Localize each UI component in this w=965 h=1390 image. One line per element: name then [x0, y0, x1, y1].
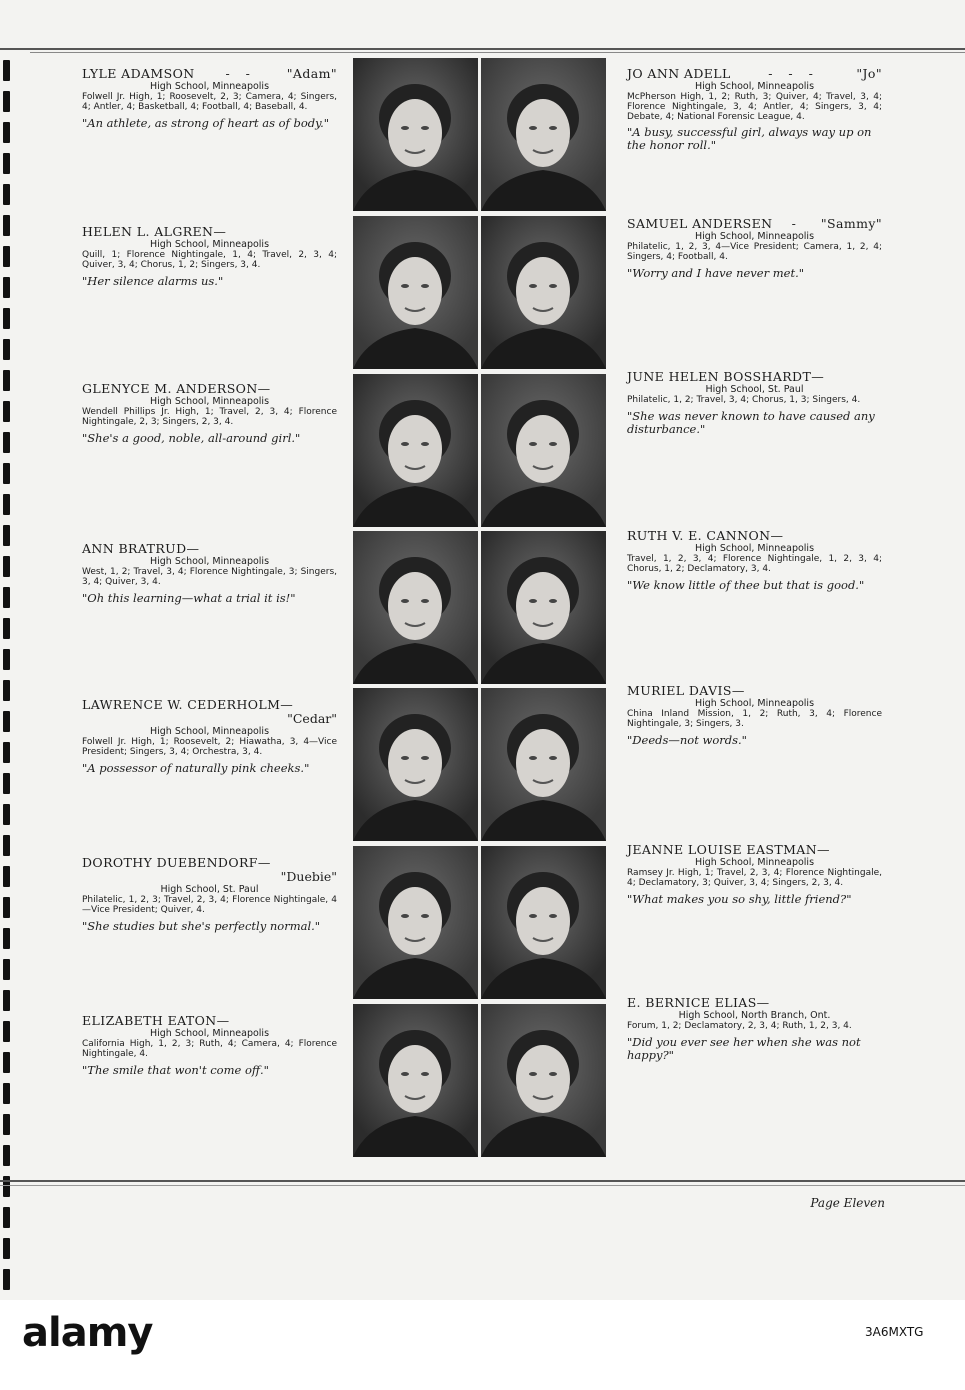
- student-quote: "Did you ever see her when she was not happy?": [627, 1034, 861, 1062]
- student-nickname: "Duebie": [280, 869, 337, 884]
- binding-ring: [3, 959, 10, 980]
- student-activities: Folwell Jr. High, 1; Roosevelt, 2; Hiawatha, 3, 4—Vice President; Singers, 3, 4; Orchestra, 3, 4.: [82, 737, 337, 757]
- student-portrait: [353, 531, 478, 684]
- student-school: High School, Minneapolis: [149, 239, 270, 250]
- binding-ring: [3, 277, 10, 298]
- student-name: GLENYCE M. ANDERSON—: [82, 381, 271, 396]
- student-activities: Philatelic, 1, 2, 3, 4—Vice President; Camera, 1, 2, 4; Singers, 4; Football, 4.: [627, 242, 882, 262]
- binding-ring: [3, 463, 10, 484]
- entry-jo-ann-adell: JO ANN ADELL - - - "Jo" High School, Minneapolis McPherson High, 1, 2; Ruth, 3; Quiver, 4; Travel, 3, 4; Florence Nightingale, 3, 4; Antler, 4; Singers, 3, 4; Debate, 4; National Forensic League, 4. "A busy, successful girl, always way up on the honor roll.": [627, 66, 882, 153]
- binding-ring: [3, 370, 10, 391]
- student-portrait: [481, 531, 606, 684]
- student-nickname: "Cedar": [287, 711, 337, 726]
- student-quote: "The smile that won't come off.": [82, 1062, 269, 1077]
- binding-ring: [3, 680, 10, 701]
- student-activities: West, 1, 2; Travel, 3, 4; Florence Nightingale, 3; Singers, 3, 4; Quiver, 3, 4.: [82, 567, 337, 587]
- student-school: High School, Minneapolis: [149, 396, 270, 407]
- student-quote: "What makes you so shy, little friend?": [627, 891, 852, 906]
- student-name: E. BERNICE ELIAS—: [627, 995, 770, 1010]
- student-portrait: [353, 688, 478, 841]
- student-school: High School, North Branch, Ont.: [678, 1010, 831, 1021]
- student-school: High School, Minneapolis: [694, 857, 815, 868]
- student-activities: California High, 1, 2, 3; Ruth, 4; Camera, 4; Florence Nightingale, 4.: [82, 1039, 337, 1059]
- binding-ring: [3, 587, 10, 608]
- student-name: JEANNE LOUISE EASTMAN—: [627, 842, 830, 857]
- student-name: JO ANN ADELL: [627, 66, 731, 81]
- binding-ring: [3, 990, 10, 1011]
- binding-ring: [3, 804, 10, 825]
- entry-ruth-cannon: [627, 528, 882, 592]
- binding-ring: [3, 897, 10, 918]
- student-activities: Travel, 1, 2, 3, 4; Florence Nightingale, 1, 2, 3, 4; Chorus, 1, 2; Declamatory, 3, 4.: [627, 554, 882, 574]
- binding-ring: [3, 773, 10, 794]
- entry-samuel-andersen: SAMUEL ANDERSEN - "Sammy" High School, Minneapolis Philatelic, 1, 2, 3, 4—Vice President; Camera, 1, 2, 4; Singers, 4; Football, 4. "Worry and I have never met.": [627, 216, 882, 280]
- binding-ring: [3, 711, 10, 732]
- bottom-rule-thin: [0, 1185, 965, 1186]
- student-portrait: [481, 688, 606, 841]
- student-portrait: [353, 374, 478, 527]
- student-school: High School, Minneapolis: [149, 81, 270, 92]
- student-school: High School, Minneapolis: [694, 698, 815, 709]
- student-name: MURIEL DAVIS—: [627, 683, 745, 698]
- top-rule: [0, 48, 965, 50]
- binding-ring: [3, 246, 10, 267]
- binding-ring: [3, 184, 10, 205]
- student-name: LAWRENCE W. CEDERHOLM—: [82, 697, 294, 712]
- binding-ring: [3, 525, 10, 546]
- student-activities: Quill, 1; Florence Nightingale, 1, 4; Travel, 2, 3, 4; Quiver, 3, 4; Chorus, 1, 2; Singers, 3, 4.: [82, 250, 337, 270]
- student-activities: Wendell Phillips Jr. High, 1; Travel, 2, 3, 4; Florence Nightingale, 2, 3; Singers, 2, 3, 4.: [82, 407, 337, 427]
- student-quote: "Worry and I have never met.": [627, 265, 805, 280]
- entry-lawrence-cederholm: [82, 697, 337, 775]
- binding-ring: [3, 1114, 10, 1135]
- student-portrait: [481, 216, 606, 369]
- binding-ring: [3, 401, 10, 422]
- bottom-rule: [0, 1180, 965, 1182]
- binding-ring: [3, 122, 10, 143]
- student-name: ANN BRATRUD—: [82, 541, 200, 556]
- entry-elizabeth-eaton: [82, 1013, 337, 1077]
- binding-ring: [3, 835, 10, 856]
- student-portrait: [481, 1004, 606, 1157]
- student-portrait: [353, 216, 478, 369]
- student-quote: "She's a good, noble, all-around girl.": [82, 430, 301, 445]
- binding-ring: [3, 153, 10, 174]
- binding-ring: [3, 1269, 10, 1290]
- student-school: High School, Minneapolis: [694, 231, 815, 242]
- binding-ring: [3, 742, 10, 763]
- page-number: Page Eleven: [810, 1196, 885, 1210]
- student-name: LYLE ADAMSON: [82, 66, 195, 81]
- entry-june-bosshardt: [627, 369, 882, 436]
- binding-ring: [3, 60, 10, 81]
- top-rule-thin: [30, 52, 965, 53]
- student-school: High School, Minneapolis: [694, 81, 815, 92]
- student-activities: Folwell Jr. High, 1; Roosevelt, 2, 3; Camera, 4; Singers, 4; Antler, 4; Basketball, 4; Football, 4; Baseball, 4.: [82, 92, 337, 112]
- student-school: High School, St. Paul: [160, 884, 259, 895]
- student-quote: "Oh this learning—what a trial it is!": [82, 590, 296, 605]
- student-name: DOROTHY DUEBENDORF—: [82, 855, 271, 870]
- binding-ring: [3, 308, 10, 329]
- student-activities: Philatelic, 1, 2; Travel, 3, 4; Chorus, 1, 3; Singers, 4.: [627, 395, 861, 405]
- student-quote: "A busy, successful girl, always way up on the honor roll.": [627, 125, 872, 153]
- student-quote: "She studies but she's perfectly normal.": [82, 918, 321, 933]
- watermark-logo: alamy: [22, 1310, 153, 1356]
- student-school: High School, Minneapolis: [149, 726, 270, 737]
- student-quote: "Deeds—not words.": [627, 732, 747, 747]
- student-portrait: [481, 846, 606, 999]
- student-quote: "We know little of thee but that is good.": [627, 577, 865, 592]
- entry-lyle-adamson: LYLE ADAMSON - - "Adam" High School, Minneapolis Folwell Jr. High, 1; Roosevelt, 2, 3; Camera, 4; Singers, 4; Antler, 4; Basketball, 4; Football, 4; Baseball, 4. "An athlete, as strong of heart as of body.": [82, 66, 337, 130]
- student-quote: "She was never known to have caused any disturbance.": [627, 408, 875, 436]
- binding-ring: [3, 1207, 10, 1228]
- student-activities: Forum, 1, 2; Declamatory, 2, 3, 4; Ruth, 1, 2, 3, 4.: [627, 1021, 852, 1031]
- binding-ring: [3, 618, 10, 639]
- binding-ring: [3, 928, 10, 949]
- binding-ring: [3, 1021, 10, 1042]
- binding-ring: [3, 1083, 10, 1104]
- student-portrait: [353, 846, 478, 999]
- binding-ring: [3, 339, 10, 360]
- binding-ring: [3, 1145, 10, 1166]
- student-nickname: "Adam": [286, 66, 337, 81]
- student-school: High School, Minneapolis: [149, 556, 270, 567]
- student-school: High School, Minneapolis: [149, 1028, 270, 1039]
- student-name: HELEN L. ALGREN—: [82, 224, 227, 239]
- student-activities: Philatelic, 1, 2, 3; Travel, 2, 3, 4; Florence Nightingale, 4—Vice President; Quiver, 4.: [82, 895, 337, 915]
- binding-ring: [3, 91, 10, 112]
- student-activities: Ramsey Jr. High, 1; Travel, 2, 3, 4; Florence Nightingale, 4; Declamatory, 3; Quiver, 3, 4; Singers, 2, 3, 4.: [627, 868, 882, 888]
- binding-ring: [3, 1238, 10, 1259]
- binding-ring: [3, 866, 10, 887]
- entry-helen-algren: [82, 224, 337, 288]
- entry-muriel-davis: [627, 683, 882, 747]
- student-portrait: [353, 1004, 478, 1157]
- entry-dorothy-duebendorf: [82, 855, 337, 933]
- student-nickname: "Sammy": [820, 216, 882, 231]
- student-portrait: [353, 58, 478, 211]
- student-quote: "A possessor of naturally pink cheeks.": [82, 760, 310, 775]
- student-name: SAMUEL ANDERSEN: [627, 216, 773, 231]
- student-school: High School, Minneapolis: [694, 543, 815, 554]
- student-school: High School, St. Paul: [705, 384, 804, 395]
- spiral-binding: [0, 60, 12, 1300]
- entry-jeanne-eastman: [627, 842, 882, 906]
- student-name: JUNE HELEN BOSSHARDT—: [627, 369, 825, 384]
- student-portrait: [481, 374, 606, 527]
- student-name: ELIZABETH EATON—: [82, 1013, 230, 1028]
- entry-bernice-elias: [627, 995, 882, 1062]
- binding-ring: [3, 432, 10, 453]
- entry-glenyce-anderson: [82, 381, 337, 445]
- student-activities: McPherson High, 1, 2; Ruth, 3; Quiver, 4; Travel, 3, 4; Florence Nightingale, 3, 4; Antler, 4; Singers, 3, 4; Debate, 4; National Forensic League, 4.: [627, 92, 882, 122]
- entry-ann-bratrud: [82, 541, 337, 605]
- binding-ring: [3, 215, 10, 236]
- binding-ring: [3, 494, 10, 515]
- binding-ring: [3, 649, 10, 670]
- binding-ring: [3, 556, 10, 577]
- student-nickname: "Jo": [856, 66, 882, 81]
- student-quote: "Her silence alarms us.": [82, 273, 224, 288]
- student-portrait: [481, 58, 606, 211]
- binding-ring: [3, 1052, 10, 1073]
- watermark-image-id: 3A6MXTG: [865, 1325, 924, 1339]
- student-quote: "An athlete, as strong of heart as of body.": [82, 115, 330, 130]
- student-activities: China Inland Mission, 1, 2; Ruth, 3, 4; Florence Nightingale, 3; Singers, 3.: [627, 709, 882, 729]
- student-name: RUTH V. E. CANNON—: [627, 528, 784, 543]
